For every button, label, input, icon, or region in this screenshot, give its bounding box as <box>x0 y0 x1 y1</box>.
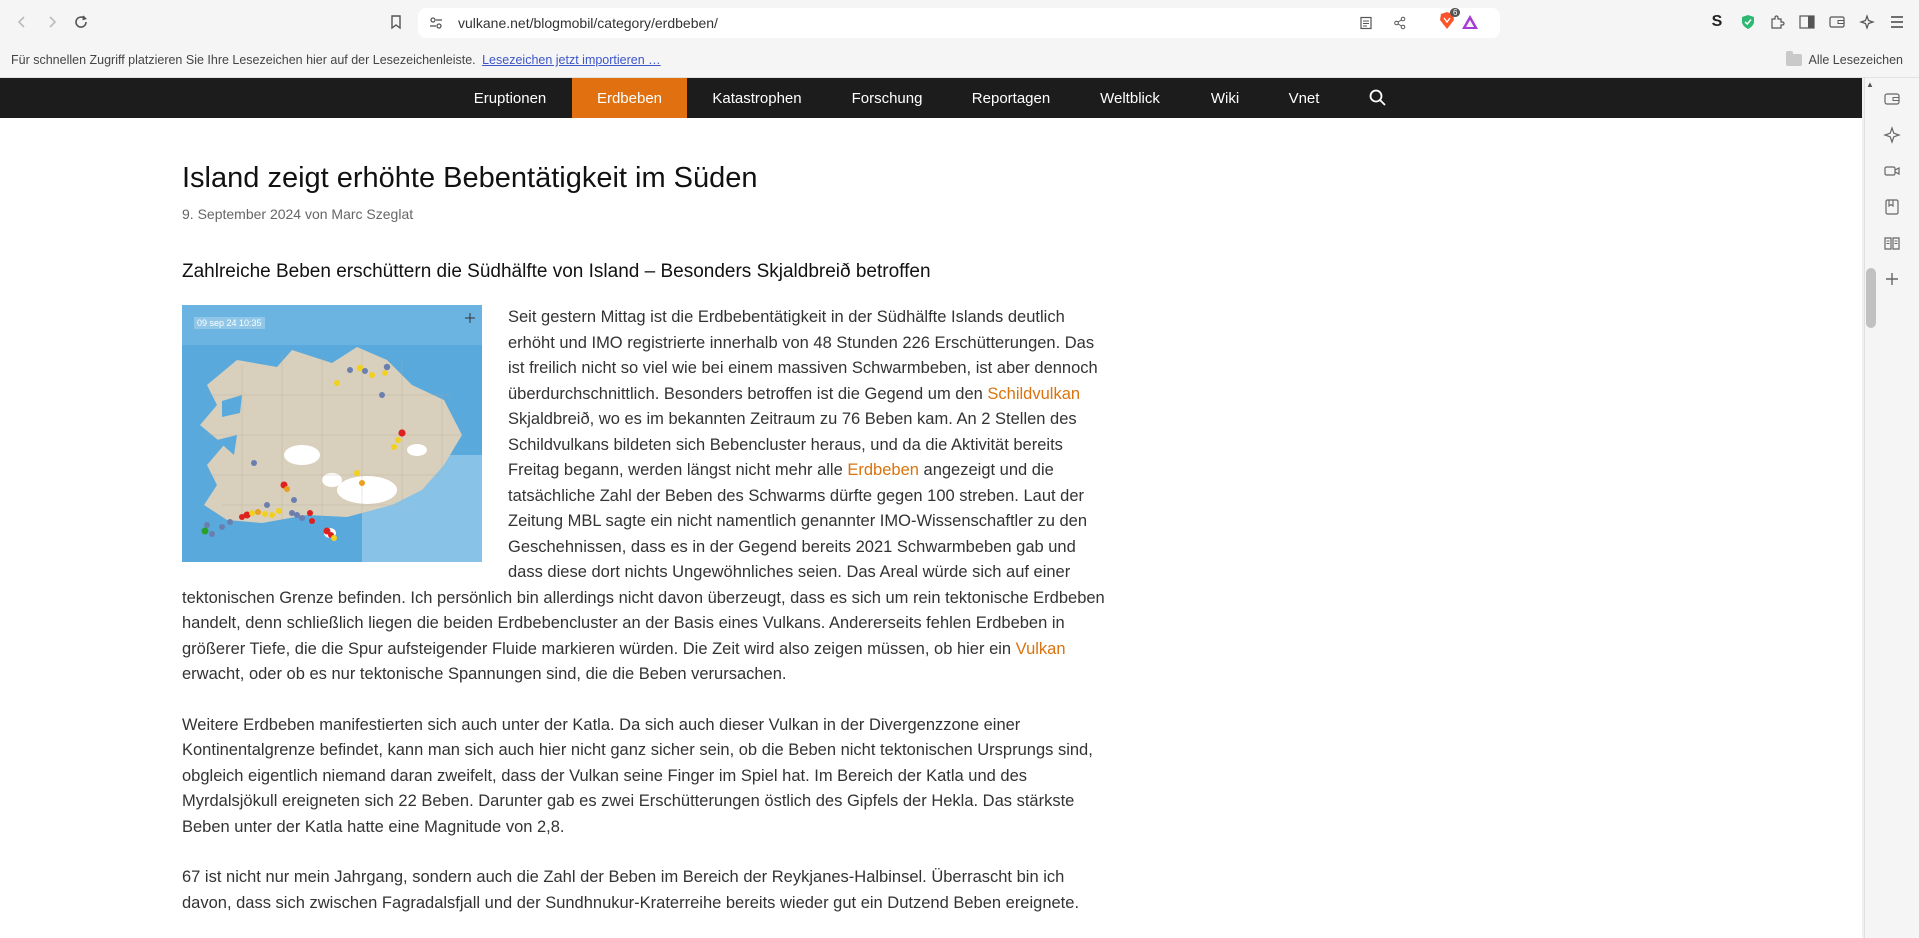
bookmarks-bar-message-row <box>11 53 661 67</box>
bookmark-icon <box>389 14 403 30</box>
site-navigation <box>0 78 1864 118</box>
bookmarks-panel-icon[interactable] <box>1883 198 1901 216</box>
paragraph-1-text-c: angezeigt und die tatsächliche Zahl der Beben des Schwarms dürfte gegen 100 streben. Laut der Zeitung MBL sagte ein nicht namentlich genannter IMO-Wissenschaftler zu den Geschehnissen, dass es in der Gegend bereits 2021 Schwarmbeben gab und dass diese dort nichts Ungewöhnliches seien. Das Areal würde sich auf einer tektonischen Grenze befinden. Ich persönlich bin allerdings nicht davon überzeugt, dass es sich um rein tektonische Erdbeben handelt, denn schließlich liegen die beiden Erdbebencluster an der Basis eines Vulkans. Andererseits fehlen Erdbeben in größerer Tiefe, die die Spur aufsteigender Fluide markieren würden. Die Zeit wird also zeigen müssen, ob hier ein <box>182 461 1105 658</box>
video-call-icon[interactable] <box>1883 162 1901 180</box>
back-button[interactable] <box>10 10 34 34</box>
browser-side-panel <box>1864 78 1919 938</box>
bookmarks-bar <box>0 44 1919 78</box>
scroll-up-arrow-icon[interactable]: ▲ <box>1866 80 1874 89</box>
nav-vnet-label: Vnet <box>1288 89 1320 107</box>
map-timestamp: 09 sep 24 10:35 <box>194 317 265 329</box>
brave-rewards-icon[interactable] <box>1460 12 1480 32</box>
scrollbar-thumb[interactable] <box>1866 268 1876 328</box>
bookmark-page-button[interactable] <box>384 10 408 34</box>
forward-arrow-icon <box>45 15 59 29</box>
nav-katastrophen[interactable] <box>700 78 814 118</box>
vulkan-link[interactable]: Vulkan <box>1015 639 1066 658</box>
reload-button[interactable] <box>69 10 93 34</box>
nav-reportagen-label: Reportagen <box>971 89 1051 107</box>
wallet-panel-icon[interactable] <box>1883 90 1901 108</box>
bookmarks-bar-message: Für schnellen Zugriff platzieren Sie Ihre Lesezeichen hier auf der Lesezeichenleiste. <box>11 53 476 67</box>
folder-icon <box>1786 54 1802 66</box>
add-panel-icon[interactable] <box>1883 270 1901 288</box>
nav-erdbeben-label: Erdbeben <box>596 89 663 107</box>
share-icon[interactable] <box>1392 15 1408 31</box>
sidebar-toggle-icon[interactable] <box>1797 12 1817 32</box>
reading-list-icon[interactable] <box>1883 234 1901 252</box>
paragraph-1-text-a: Seit gestern Mittag ist die Erdbebentätigkeit in der Südhälfte Islands deutlich erhöht und IMO registrierte innerhalb von 48 Stunden 226 Erschütterungen. Das ist freilich nicht so viel wie bei einem massiven Schwarmbeben, ist aber dennoch überdurchschnittlich. Besonders betroffen ist die Gegend um den <box>508 308 1098 403</box>
leo-ai-icon[interactable] <box>1857 12 1877 32</box>
nav-reportagen[interactable] <box>960 78 1062 118</box>
address-bar[interactable] <box>418 8 1500 38</box>
nav-wiki-label: Wiki <box>1210 89 1240 107</box>
erdbeben-link[interactable]: Erdbeben <box>847 461 919 479</box>
forward-button[interactable] <box>40 10 64 34</box>
paragraph-1-text-d: erwacht, oder ob es nur tektonische Spannungen sind, die die Beben verursachen. <box>182 665 787 683</box>
article-body <box>182 305 1112 916</box>
leo-panel-icon[interactable] <box>1883 126 1901 144</box>
nav-wiki[interactable] <box>1200 78 1250 118</box>
wallet-icon[interactable] <box>1827 12 1847 32</box>
shield-extension-icon[interactable] <box>1738 12 1758 32</box>
article-paragraph-2: Weitere Erdbeben manifestierten sich auch unter der Katla. Da sich auch dieser Vulkan in der Divergenzzone einer Kontinentalgrenze befindet, kann man sich auch hier nicht ganz sicher sein, ob die Beben nicht tektonischen Ursprungs sind, obgleich eigentlich niemand daran zweifelt, dass der Vulkan seine Finger im Spiel hat. Im Bereich der Katla und des Myrdalsjökull ereigneten sich 22 Beben. Darunter gab es zwei Erschütterungen östlich des Gipfels der Hekla. Das stärkste Beben unter der Katla hatte eine Magnitude von 2,8. <box>182 715 1093 836</box>
nav-vnet[interactable] <box>1278 78 1330 118</box>
nav-katastrophen-label: Katastrophen <box>712 89 802 107</box>
back-arrow-icon <box>15 15 29 29</box>
brave-shields-button[interactable] <box>1436 10 1460 34</box>
nav-weltblick-label: Weltblick <box>1100 89 1160 107</box>
search-icon[interactable] <box>1368 88 1388 108</box>
article-subtitle: Zahlreiche Beben erschüttern die Südhälfte von Island – Besonders Skjaldbreið betroffen <box>182 261 931 282</box>
schildvulkan-link[interactable]: Schildvulkan <box>987 384 1081 403</box>
import-bookmarks-link[interactable]: Lesezeichen jetzt importieren … <box>482 53 661 67</box>
nav-erdbeben[interactable] <box>572 78 687 118</box>
url-text[interactable]: vulkane.net/blogmobil/category/erdbeben/ <box>458 15 718 31</box>
nav-forschung[interactable] <box>838 78 936 118</box>
extensions-puzzle-icon[interactable] <box>1767 12 1787 32</box>
browser-toolbar <box>0 0 1919 44</box>
nav-eruptionen[interactable] <box>462 78 558 118</box>
article-paragraph-3: 67 ist nicht nur mein Jahrgang, sondern auch die Zahl der Beben im Bereich der Reykjanes-Halbinsel. Überrascht bin ich davon, dass sich zwischen Fagradalsfjall und der Sundhnukur-Kraterreihe bereits wieder gut ein Dutzend Beben ereignete. <box>182 868 1080 912</box>
main-menu-icon[interactable] <box>1887 12 1907 32</box>
nav-forschung-label: Forschung <box>851 89 923 107</box>
nav-weltblick[interactable] <box>1090 78 1170 118</box>
site-settings-icon[interactable] <box>428 15 444 31</box>
article-title[interactable]: Island zeigt erhöhte Bebentätigkeit im Süden <box>182 162 758 194</box>
brave-badge-count: 6 <box>1450 8 1460 17</box>
nav-eruptionen-label: Eruptionen <box>473 89 547 107</box>
paragraph-1-text-b: Skjaldbreið, wo es im bekannten Zeitraum zu 76 Beben kam. An 2 Stellen des Schildvulkans bildeten sich Bebencluster heraus, und da die Aktivität bereits Freitag begann, werden längst nicht mehr alle <box>508 410 1077 479</box>
article-meta: 9. September 2024 von Marc Szeglat <box>182 206 414 222</box>
all-bookmarks-label: Alle Lesezeichen <box>1808 53 1903 67</box>
article-paragraph-1 <box>182 305 1112 688</box>
s-extension-icon[interactable]: S <box>1711 13 1723 30</box>
all-bookmarks-button[interactable] <box>1786 53 1903 67</box>
reload-icon <box>73 14 89 30</box>
reader-mode-icon[interactable] <box>1358 15 1374 31</box>
